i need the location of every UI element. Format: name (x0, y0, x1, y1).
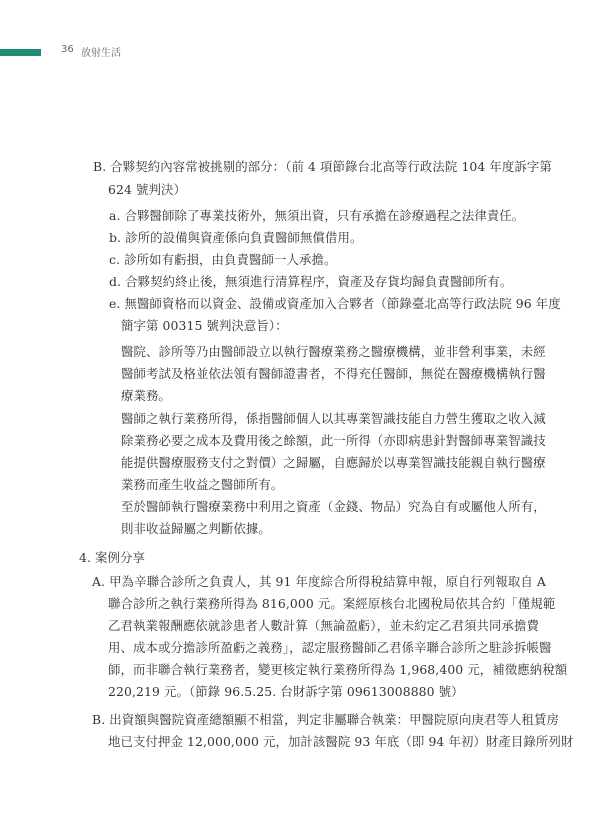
item-b-text: 合夥契約內容常被挑剔的部分：（前 4 項節錄台北高等行政法院 104 年度訴字第 (110, 159, 552, 174)
case-b-line-1 (92, 710, 559, 730)
paragraph-2-line-3: 能提供醫療服務支付之對價）之歸屬，自應歸於以專業智識技能親自執行醫療 (121, 455, 546, 470)
subitem-e-text: 無醫師資格而以資金、設備或資產加入合夥者（節錄臺北高等行政法院 96 年度 (124, 296, 561, 311)
case-b-text: 出資額與醫院資產總額顯不相當，判定非屬聯合執業：甲醫院原向庚君等人租賃房 (109, 712, 559, 727)
subitem-b-text: 診所的設備與資產係向負責醫師無償借用。 (125, 230, 363, 245)
case-a-marker: A. (92, 574, 106, 589)
item-b-line-1 (93, 157, 552, 177)
subitem-c-marker: c. (109, 252, 121, 267)
page-number: 36 (61, 44, 74, 55)
case-a-text: 甲為辛聯合診所之負責人，其 91 年度綜合所得稅結算申報，原自行列報取自 A (109, 574, 546, 589)
subitem-a-marker: a. (109, 208, 121, 223)
subitem-d (109, 272, 512, 292)
paragraph-1-line-2: 醫師考試及格並依法領有醫師證書者，不得充任醫師，無從在醫療機構執行醫 (121, 366, 546, 381)
paragraph-2-line-4: 業務而產生收益之醫師所有。 (121, 477, 284, 492)
subitem-a-text: 合夥醫師除了專業技術外，無須出資，只有承擔在診療過程之法律責任。 (124, 208, 525, 223)
subitem-d-marker: d. (109, 274, 122, 289)
item-b-line-2: 624 號判決） (108, 182, 186, 197)
subitem-b (109, 228, 362, 248)
paragraph-1-line-3: 療業務。 (121, 388, 171, 403)
header-accent-bar (0, 49, 41, 56)
paragraph-2-line-2: 除業務必要之成本及費用後之餘額，此一所得（亦即病患針對醫師專業智識技 (121, 433, 546, 448)
subitem-e-marker: e. (109, 296, 121, 311)
subitem-e-line-1 (109, 294, 561, 314)
case-a-line-3: 乙君執業報酬應依就診患者人數計算（無論盈虧），並未約定乙君須共同承擔費 (108, 618, 539, 633)
case-b-marker: B. (92, 712, 106, 727)
paragraph-1-line-1: 醫院、診所等乃由醫師設立以執行醫療業務之醫療機構，並非營利事業，未經 (121, 344, 546, 359)
subitem-c (109, 250, 336, 270)
case-a-line-6: 220,219 元。（節錄 96.5.25. 台財訴字第 09613008880 號） (108, 684, 464, 699)
section-4-heading: 4. 案例分享 (79, 550, 146, 565)
case-a-line-4: 用、成本或分擔診所盈虧之義務」，認定服務醫師乙君係辛聯合診所之駐診拆帳醫 (108, 640, 552, 655)
case-a-line-1 (92, 572, 546, 592)
case-a-line-5: 師，而非聯合執行業務者，變更核定執行業務所得為 1,968,400 元，補徵應納稅額 (108, 662, 568, 677)
item-b-marker: B. (93, 159, 107, 174)
paragraph-3-line-2: 則非收益歸屬之判斷依據。 (121, 521, 271, 536)
case-a-line-2: 聯合診所之執行業務所得為 816,000 元。案經原核台北國稅局依其合約「僅規範 (108, 596, 556, 611)
subitem-c-text: 診所如有虧損，由負責醫師一人承擔。 (124, 252, 337, 267)
paragraph-2-line-1: 醫師之執行業務所得，係指醫師個人以其專業智識技能自力營生獲取之收入減 (121, 411, 546, 426)
case-b-line-2: 地已支付押金 12,000,000 元，加計該醫院 93 年底（即 94 年初）財產目錄所列財 (108, 734, 574, 749)
subitem-e-line-2: 簡字第 00315 號判決意旨）： (121, 318, 288, 333)
running-section-title: 放射生活 (81, 48, 121, 59)
paragraph-3-line-1: 至於醫師執行醫療業務中利用之資產（金錢、物品）究為自有或屬他人所有， (121, 499, 546, 514)
subitem-b-marker: b. (109, 230, 122, 245)
subitem-d-text: 合夥契約終止後，無須進行清算程序，資產及存貨均歸負責醫師所有。 (125, 274, 513, 289)
subitem-a (109, 206, 524, 226)
